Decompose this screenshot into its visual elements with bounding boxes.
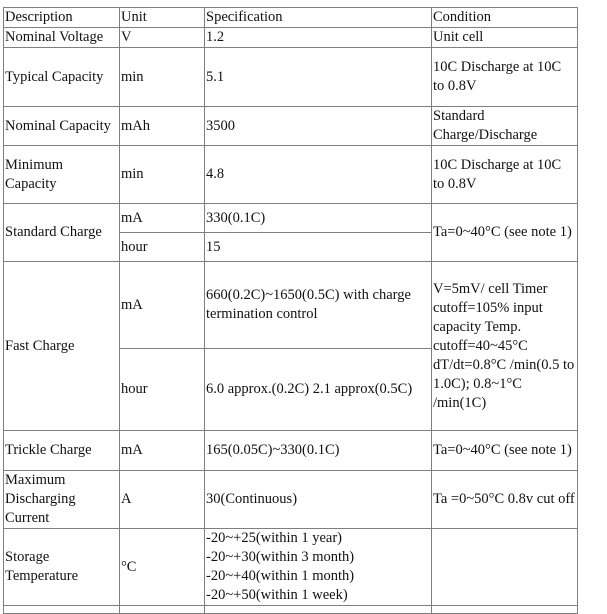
row-specification: 15 [205,233,432,262]
row-description: Trickle Charge [4,431,120,471]
table-row [4,606,578,614]
row-condition: Ta=0~40°C (see note 1) [432,204,578,262]
row-unit: V [120,28,205,48]
row-condition: Unit cell [432,28,578,48]
table-row [4,204,578,233]
table-row [4,107,578,146]
table-row [4,146,578,204]
table-row [4,529,578,606]
empty-cell [205,606,432,614]
row-unit: hour [120,233,205,262]
empty-cell [4,606,120,614]
row-condition: 10C Discharge at 10C to 0.8V [432,146,578,204]
row-specification: -20~+25(within 1 year) -20~+30(within 3 month) -20~+40(within 1 month) -20~+50(within 1 week) [205,529,432,606]
row-condition: 10C Discharge at 10C to 0.8V [432,48,578,107]
row-unit: min [120,48,205,107]
row-unit: mAh [120,107,205,146]
row-unit: mA [120,262,205,349]
row-unit: A [120,471,205,529]
row-description: Storage Temperature [4,529,120,606]
row-description: Maximum Discharging Current [4,471,120,529]
row-condition: Ta =0~50°C 0.8v cut off [432,471,578,529]
header-row [4,8,578,28]
row-description: Standard Charge [4,204,120,262]
row-description: Nominal Capacity [4,107,120,146]
header-description: Description [4,8,120,28]
row-specification: 3500 [205,107,432,146]
row-specification: 330(0.1C) [205,204,432,233]
row-unit: mA [120,431,205,471]
row-description: Nominal Voltage [4,28,120,48]
empty-cell [120,606,205,614]
table-row [4,48,578,107]
row-specification: 5.1 [205,48,432,107]
table-row [4,262,578,349]
row-unit: min [120,146,205,204]
header-specification: Specification [205,8,432,28]
row-unit: hour [120,349,205,431]
row-specification: 660(0.2C)~1650(0.5C) with charge termination control [205,262,432,349]
row-unit: mA [120,204,205,233]
header-condition: Condition [432,8,578,28]
table-row [4,431,578,471]
row-description: Minimum Capacity [4,146,120,204]
specification-table [3,7,578,614]
row-specification: 4.8 [205,146,432,204]
row-unit: °C [120,529,205,606]
row-condition: Standard Charge/Discharge [432,107,578,146]
row-specification: 165(0.05C)~330(0.1C) [205,431,432,471]
row-condition [432,529,578,606]
header-unit: Unit [120,8,205,28]
table-row [4,471,578,529]
empty-cell [432,606,578,614]
row-specification: 6.0 approx.(0.2C) 2.1 approx(0.5C) [205,349,432,431]
row-condition: V=5mV/ cell Timer cutoff=105% input capacity Temp. cutoff=40~45°C dT/dt=0.8°C /min(0.5 to 1.0C); 0.8~1°C /min(1C) [432,262,578,431]
table-row [4,28,578,48]
row-description: Typical Capacity [4,48,120,107]
row-specification: 1.2 [205,28,432,48]
row-description: Fast Charge [4,262,120,431]
row-condition: Ta=0~40°C (see note 1) [432,431,578,471]
row-specification: 30(Continuous) [205,471,432,529]
